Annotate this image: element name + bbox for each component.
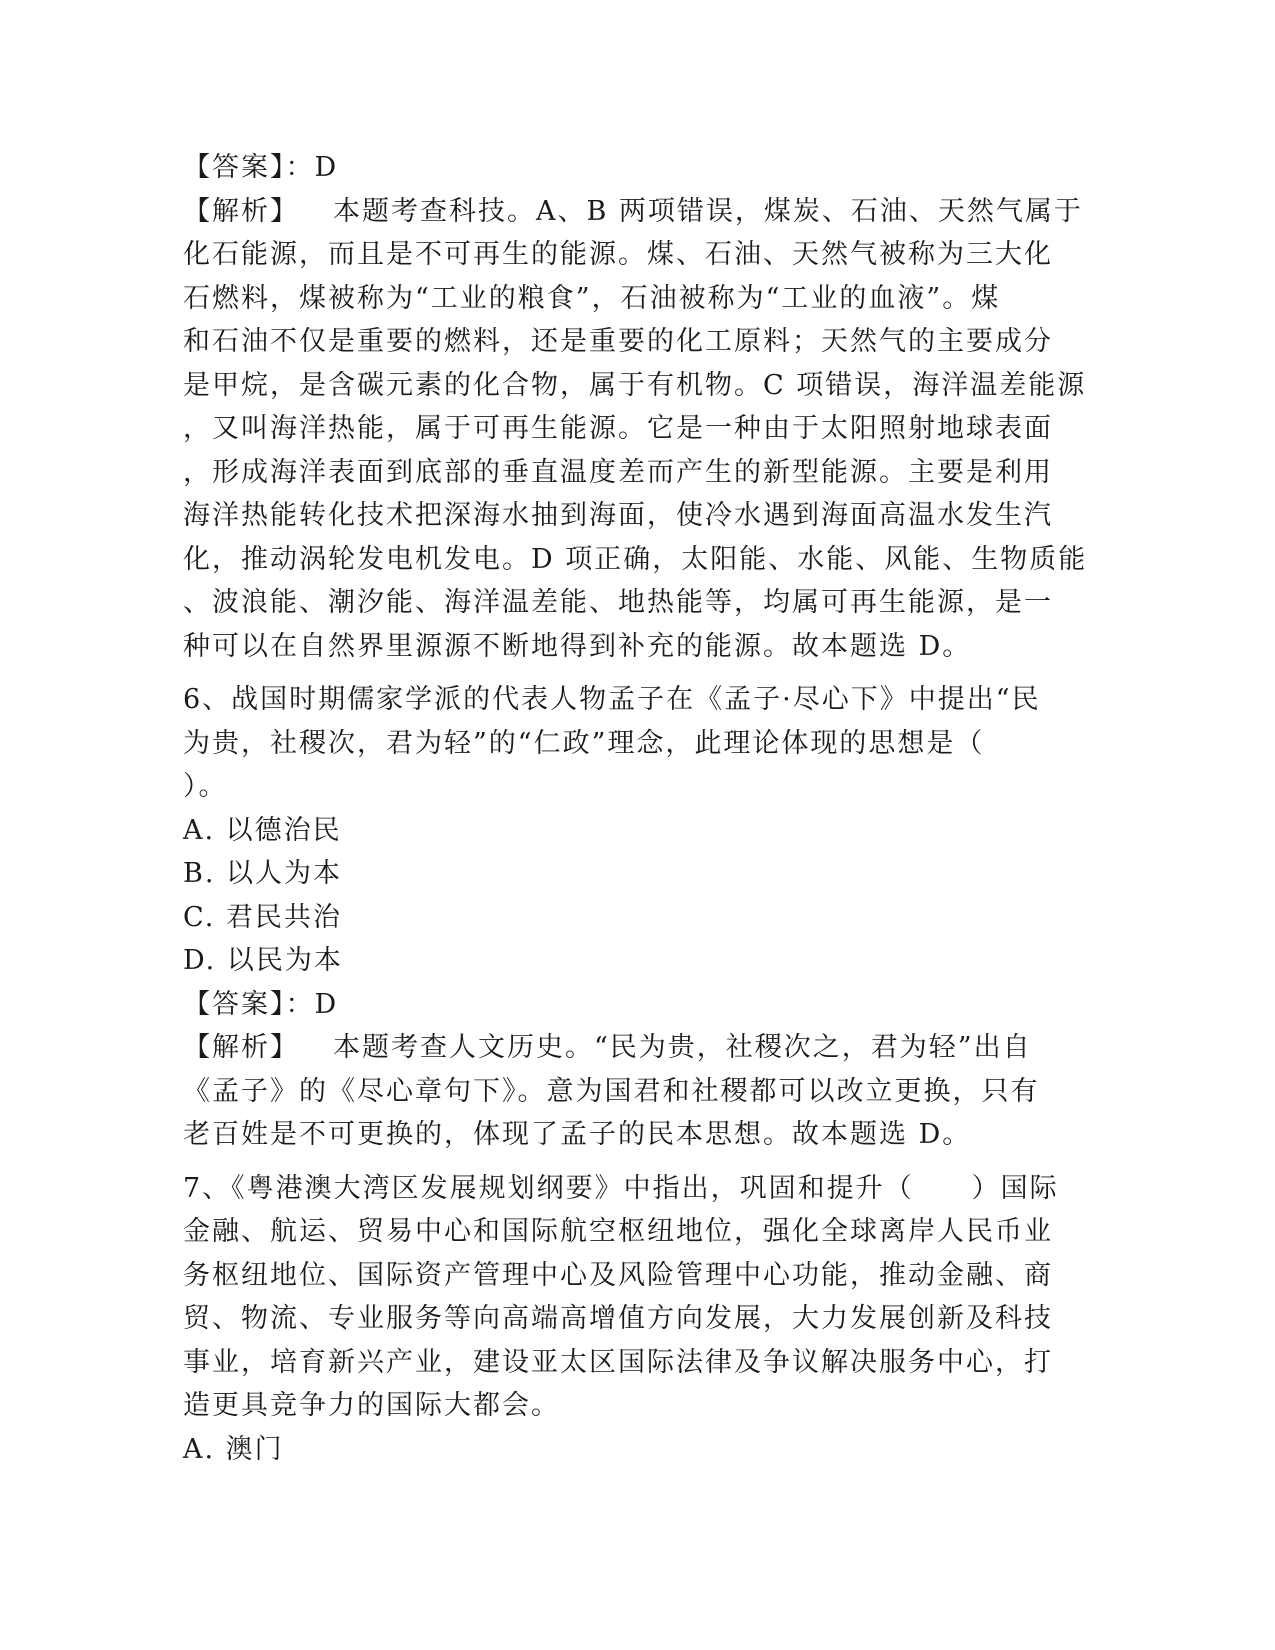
q5-analysis-line: 化，推动涡轮发电机发电。D 项正确，太阳能、水能、风能、生物质能 [183,543,1088,575]
q5-analysis-label: 【解析】 [183,195,299,227]
q7-option-a: A. 澳门 [183,1433,284,1465]
q6-analysis-line: 《孟子》的《尽心章句下》。意为国君和社稷都可以改立更换，只有 [183,1075,1040,1107]
q6-question-line: 6、战国时期儒家学派的代表人物孟子在《孟子·尽心下》中提出“民 [183,684,1041,715]
q5-analysis-line: 是甲烷，是含碳元素的化合物，属于有机物。C 项错误，海洋温差能源 [183,369,1087,401]
q5-analysis-text: 本题考查科技。A、B 两项错误，煤炭、石油、天然气属于 [333,195,1083,227]
q5-analysis-line [183,190,1083,234]
document-page [183,146,1088,1471]
q5-answer [183,146,1063,190]
q6-answer-label: 【答案】 [183,988,286,1020]
q6-question-line: ）。 [183,771,228,802]
q5-analysis-line: 海洋热能转化技术把深海水抽到海面，使冷水遇到海面高温水发生汽 [183,500,1053,531]
q6-analysis-label: 【解析】 [183,1032,299,1063]
q7-question-line: 务枢纽地位、国际资产管理中心及风险管理中心功能，推动金融、商 [183,1259,1053,1291]
q5-analysis-line: 种可以在自然界里源源不断地得到补充的能源。故本题选 D。 [183,630,972,662]
q5-analysis-line: ，形成海洋表面到底部的垂直温度差而产生的新型能源。主要是利用 [183,456,1053,488]
q6-answer-value: D [314,988,339,1020]
q7-question-line: 金融、航运、贸易中心和国际航空枢纽地位，强化全球离岸人民币业 [183,1216,1053,1247]
q7-question-line: 贸、物流、专业服务等向高端高增值方向发展，大力发展创新及科技 [183,1303,1053,1334]
q6-question-line: 为贵，社稷次，君为轻”的“仁政”理念，此理论体现的思想是（ [183,727,985,759]
q6-option-b: B. 以人为本 [183,858,343,889]
q7-question-line: 事业，培育新兴产业，建设亚太区国际法律及争议解决服务中心，打 [183,1346,1053,1378]
q5-analysis-line: 、波浪能、潮汐能、海洋温差能、地热能等，均属可再生能源，是一 [183,587,1053,618]
q7-question-line: 造更具竞争力的国际大都会。 [183,1390,560,1421]
q5-analysis-line: 石燃料，煤被称为“工业的粮食”，石油被称为“工业的血液”。煤 [183,282,1001,314]
q5-analysis-line: ，又叫海洋热能，属于可再生能源。它是一种由于太阳照射地球表面 [183,413,1053,444]
q6-option-d: D. 以民为本 [183,945,343,976]
q6-analysis-text: 本题考查人文历史。“民为贵，社稷次之，君为轻”出自 [333,1032,1032,1063]
q5-answer-label: 【答案】 [183,152,286,183]
q5-answer-value: D [314,152,339,183]
q5-answer-sep: ： [285,152,315,183]
q6-option-c: C. 君民共治 [183,901,342,933]
q6-analysis-line: 老百姓是不可更换的，体现了孟子的民本思想。故本题选 D。 [183,1119,972,1150]
q6-answer [183,983,1063,1027]
q6-answer-sep: ： [285,988,315,1020]
q6-option-a: A. 以德治民 [183,814,342,846]
q5-analysis-line: 化石能源，而且是不可再生的能源。煤、石油、天然气被称为三大化 [183,239,1053,270]
q6-analysis-line [183,1026,1063,1070]
q7-question-line: 7、《粤港澳大湾区发展规划纲要》中指出，巩固和提升（ ）国际 [183,1172,1059,1204]
q5-analysis-line: 和石油不仅是重要的燃料，还是重要的化工原料；天然气的主要成分 [183,326,1053,357]
